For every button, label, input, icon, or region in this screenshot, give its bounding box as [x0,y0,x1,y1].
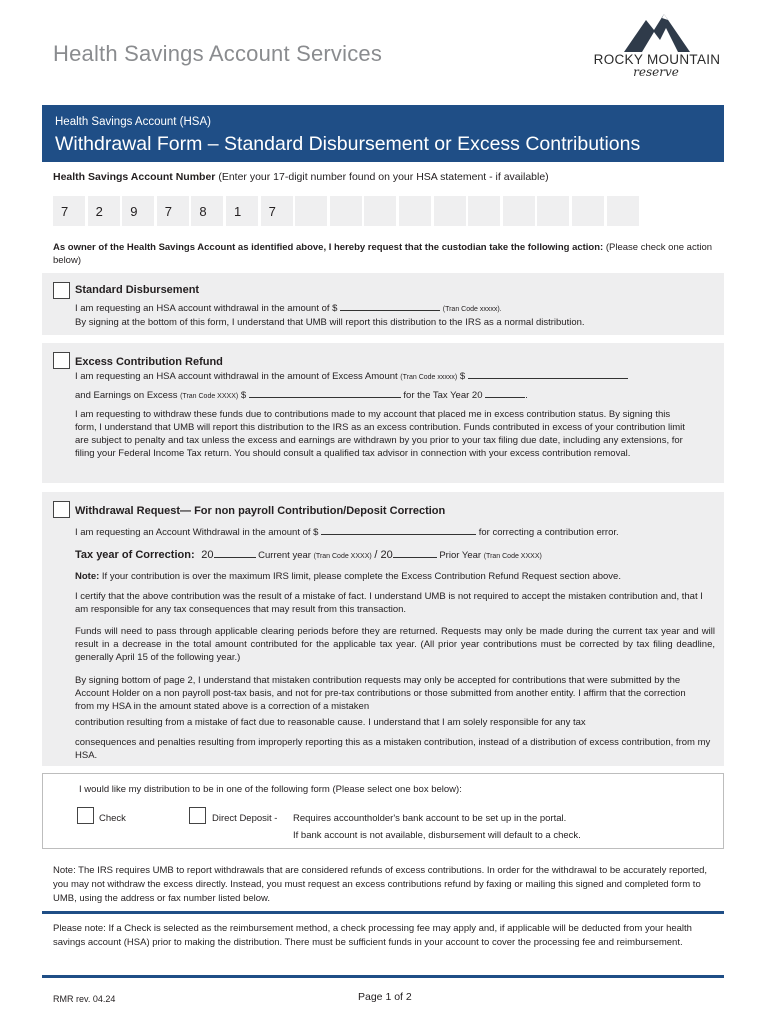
current-year-label: Current year [258,550,311,561]
divider-rule [42,911,724,914]
owner-statement-bold: As owner of the Health Savings Account as identified above, I hereby request that the custodian take the following action: [53,242,604,253]
account-number-label [53,171,549,183]
revision-label: RMR rev. 04.24 [53,994,116,1004]
affirm-paragraph-2: contribution resulting from a mistake of fact due to reasonable cause. I understand that I am solely responsible for any tax [75,717,586,728]
withdrawal-amount-label: I am requesting an Account Withdrawal in the amount of $ [75,527,319,538]
irs-note: Note: The IRS requires UMB to report withdrawals that are considered refunds of excess contributions. In order for the withdrawal to be accurately reported, you may not withdraw the excess directly. Instead, you must request an excess contributions refund by faxing or mailing this signed and completed form to UMB, using the address or fax number listed below. [53,865,708,904]
withdrawal-note [75,570,621,583]
direct-deposit-checkbox[interactable] [189,807,206,824]
banner-title: Withdrawal Form – Standard Disbursement or Excess Contributions [55,133,641,155]
logo-name: ROCKY MOUNTAIN [593,52,721,67]
check-checkbox[interactable] [77,807,94,824]
prior-year-label: Prior Year [439,550,482,561]
check-label: Check [99,813,126,824]
form-banner [42,105,724,162]
account-digit-box[interactable] [434,196,466,226]
excess-amount-field[interactable] [468,369,628,379]
account-digit-box[interactable]: 1 [226,196,258,226]
account-digit-box[interactable] [572,196,604,226]
account-number-title: Health Savings Account Number [53,171,216,183]
company-logo [586,12,728,84]
direct-deposit-note-2: If bank account is not available, disbursement will default to a check. [293,830,581,841]
excess-amount-label: I am requesting an HSA account withdrawal in the amount of Excess Amount [75,371,398,382]
direct-deposit-label: Direct Deposit - [212,813,278,824]
withdrawal-request-title: Withdrawal Request— For non payroll Contribution/Deposit Correction [75,505,446,517]
account-digit-box[interactable]: 8 [191,196,223,226]
account-digit-box[interactable]: 7 [157,196,189,226]
current-year-field[interactable] [214,548,256,558]
prior-year-prefix: / 20 [374,549,393,561]
tax-year-label: for the Tax Year 20 [403,390,483,401]
standard-amount-label: I am requesting an HSA account withdrawal in the amount of $ [75,303,338,314]
account-digit-box[interactable]: 7 [53,196,85,226]
fee-note: Please note: If a Check is selected as the reimbursement method, a check processing fee may apply and, if applicable will be deducted from your health savings account (HSA) prior to making the distribution. There must be sufficient funds in your account to cover the processing fee and reimbursement. [53,923,692,948]
current-tran-code: (Tran Code XXXX) [313,553,372,560]
account-digit-box[interactable]: 9 [122,196,154,226]
page-number: Page 1 of 2 [358,991,412,1003]
earnings-line: and Earnings on Excess (Tran Code XXXX) $ for the Tax Year 20 . [75,390,528,401]
withdrawal-amount-field[interactable] [321,525,476,535]
account-digit-box[interactable] [364,196,396,226]
excess-dollar: $ [459,371,466,382]
distribution-method-box [42,773,724,849]
tax-year-correction-label: Tax year of Correction: [75,549,195,561]
excess-contribution-title: Excess Contribution Refund [75,356,223,368]
account-digit-box[interactable]: 2 [88,196,120,226]
excess-amount-line [75,369,628,384]
withdrawal-request-checkbox[interactable] [53,501,70,518]
withdrawal-amount-line [75,525,619,539]
standard-tran-code: (Tran Code xxxxx). [442,306,502,313]
standard-disbursement-checkbox[interactable] [53,282,70,299]
account-digit-box[interactable] [503,196,535,226]
earnings-dollar: $ [240,390,247,401]
withdrawal-amount-suffix: for correcting a contribution error. [478,527,619,538]
logo-subtitle: reserve [633,65,679,79]
direct-deposit-note: Requires accountholder's bank account to be set up in the portal. [293,813,567,824]
earnings-label: and Earnings on Excess [75,390,178,401]
earnings-amount-field[interactable] [249,388,401,398]
tax-year-correction-line [75,548,542,563]
account-digit-box[interactable] [295,196,327,226]
account-digit-box[interactable] [607,196,639,226]
distribution-label: I would like my distribution to be in one of the following form (Please select one box below): [79,784,462,795]
account-number-hint: (Enter your 17-digit number found on your HSA statement - if available) [218,171,549,183]
divider-rule-bottom [42,975,724,978]
earnings-tran-code: (Tran Code XXXX) [180,393,239,400]
standard-note: By signing at the bottom of this form, I understand that UMB will report this distribution to the IRS as a normal distribution. [75,317,585,328]
account-digit-box[interactable] [399,196,431,226]
excess-contribution-section [42,343,724,483]
account-digit-box[interactable] [330,196,362,226]
prior-tran-code: (Tran Code XXXX) [483,553,542,560]
standard-amount-field[interactable] [340,301,440,311]
tax-year-prefix: 20 [201,549,214,561]
excess-contribution-checkbox[interactable] [53,352,70,369]
banner-subtitle: Health Savings Account (HSA) [55,116,211,128]
account-digit-box[interactable] [537,196,569,226]
standard-amount-line [75,301,502,316]
affirm-paragraph: By signing bottom of page 2, I understand that mistaken contribution requests may only be accepted for contributions that were submitted by the Account Holder on a non payroll post-tax basis, and not for pre-tax contributions or those submitted from another entity. I affirm that the correction from my HSA in the amount stated above is a correction of a mistaken [75,675,686,712]
tax-year-field[interactable] [485,388,525,398]
page-title: Health Savings Account Services [53,41,383,66]
standard-disbursement-section [42,273,724,335]
clearing-paragraph: Funds will need to pass through applicable clearing periods before they are returned. Requests may only be made during the current tax year and will result in a decrease in the total amount contributed for the applicable tax year. (All prior year contributions must be corrected by tax filing deadline, generally April 15 of the following year.) [75,626,715,663]
account-digit-box[interactable] [468,196,500,226]
standard-disbursement-title: Standard Disbursement [75,284,200,296]
prior-year-field[interactable] [393,548,437,558]
owner-statement [53,241,713,267]
account-number-field [53,196,640,226]
excess-paragraph: I am requesting to withdraw these funds due to contributions made to my account that placed me in excess contribution status. By signing this form, I understand that UMB will report this distribution to the IRS as an excess contribution. Funds contributed in excess of your contribution limit are subject to penalty and tax unless the excess and earnings are withdrawn by you prior to your tax filing due date, including any extensions, for filing your Federal Income Tax return. You should consult a qualified tax advisor in connection with your excess contribution removal. [75,409,685,459]
account-digit-box[interactable]: 7 [261,196,293,226]
mountain-logo-icon [624,12,690,52]
certify-paragraph: I certify that the above contribution was the result of a mistake of fact. I understand UMB is not required to accept the mistaken contribution and, that I am responsible for any tax consequences that may result from this transaction. [75,591,703,615]
affirm-paragraph-3: consequences and penalties resulting from improperly reporting this as a mistaken contribution, instead of a distribution of excess contribution, from my HSA. [75,737,711,761]
withdrawal-request-section [42,492,724,766]
excess-tran-code: (Tran Code xxxxx) [400,374,458,381]
withdrawal-note-text: If your contribution is over the maximum IRS limit, please complete the Excess Contribution Refund Request section above. [101,571,621,582]
owner-statement-rest: (Please check one action below) [53,242,713,266]
withdrawal-note-bold: Note: [75,571,100,582]
